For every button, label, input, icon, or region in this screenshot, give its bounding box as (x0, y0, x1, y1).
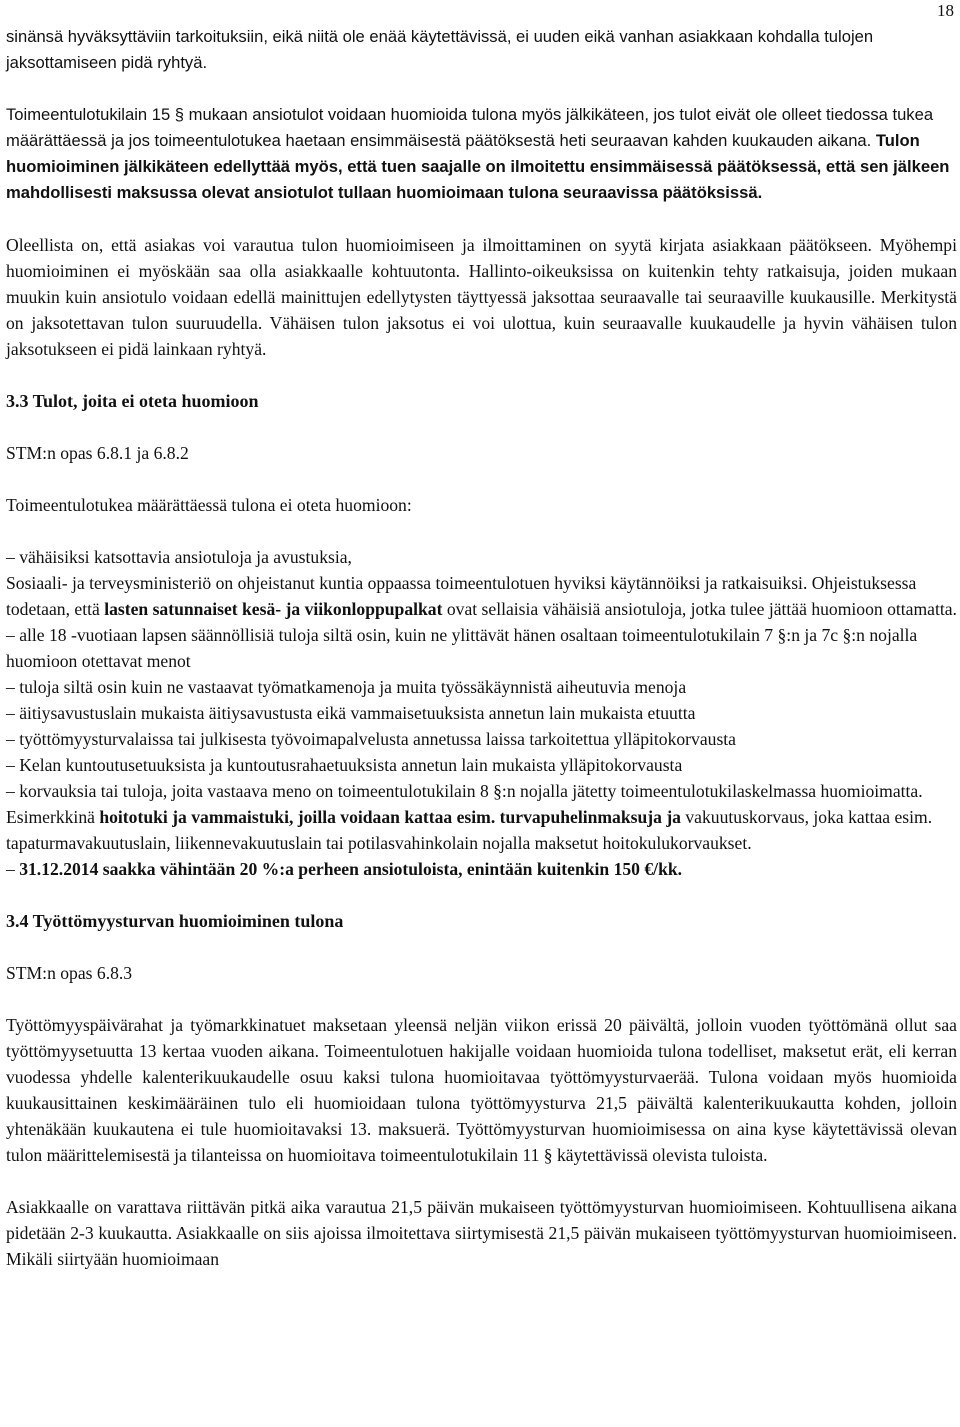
bold-text: 31.12.2014 saakka vähintään 20 %:a perheen ansiotuloista, enintään kuitenkin 150 €/kk. (19, 859, 683, 879)
list-item: – työttömyysturvalaissa tai julkisesta työvoimapalvelusta annetussa laissa tarkoitettua ylläpitokorvausta (6, 729, 736, 749)
list-item: – 31.12.2014 saakka vähintään 20 %:a perheen ansiotuloista, enintään kuitenkin 150 €/kk. (6, 859, 683, 879)
paragraph-bold-text: Tulon huomioiminen jälkikäteen edellyttää myös, että tuen saajalle on ilmoitettu ensimmäisessä päätöksessä, että sen jälkeen mahdollisesti maksussa olevat ansiotulot tullaan huomioimaan tulona seuraavissa päätöksissä. (6, 131, 950, 202)
bold-text: hoitotuki ja vammaistuki, joilla voidaan kattaa esim. turvapuhelinmaksuja ja (99, 807, 681, 827)
list-item: – tuloja siltä osin kuin ne vastaavat työmatkamenoja ja muita työssäkäynnistä aiheutuvia menoja (6, 677, 687, 697)
list-intro: Toimeentulotukea määrättäessä tulona ei oteta huomioon: (6, 495, 412, 515)
bold-text: lasten satunnaiset kesä- ja viikonloppupalkat (104, 599, 443, 619)
paragraph-transition-time: Asiakkaalle on varattava riittävän pitkä aika varautua 21,5 päivän mukaiseen työttömyysturvan huomioimiseen. Kohtuullisena aikana pidetään 2-3 kuukautta. Asiakkaalle on siis ajoissa ilmoitettava siirtymisestä 21,5 päivän mukaiseen työttömyysturvan huomioimiseen. Mikäli siirtyään huomioimaan (6, 1197, 957, 1269)
section-reference: STM:n opas 6.8.1 ja 6.8.2 (6, 443, 189, 463)
section-heading-3-3: 3.3 Tulot, joita ei oteta huomioon (6, 391, 259, 411)
list-item: – korvauksia tai tuloja, joita vastaava meno on toimeentulotukilain 8 §:n nojalla jätetty toimeentulotukilaskelmassa huomioimatta. Esimerkkinä hoitotuki ja vammaistuki, joilla voidaan kattaa esim. turvapuhelinmaksuja ja vakuutuskorvaus, joka kattaa esim. tapaturmavakuutuslain, liikennevakuutuslain tai potilasvahinkolain nojalla maksetut hoitokulukorvaukset. (6, 781, 933, 853)
paragraph-unemployment-benefit: Työttömyyspäivärahat ja työmarkkinatuet maksetaan yleensä neljän viikon erissä 20 päivältä, jolloin vuoden työttömänä ollut saa työttömyysetuutta 13 kertaa vuoden aikana. Toimeentulotuen hakijalle voidaan huomioida tulona todelliset, maksetut erät, eli kerran vuodessa yhdelle kalenterikuukaudelle osuu kaksi tulona huomioitavaa työttömyysturvaerää. Tulona voidaan myös huomioida kuukausittainen keskimääräinen tulo eli huomioidaan tulona työttömyysturva 21,5 päivältä kalenterikuukautta kohden, jolloin yhtenäkään kuukautena ei tule huomioitavaksi 13. maksuerä. Työttömyysturvan huomioimisessa on aina kyse käytettävissä olevan tulon määrittelemisestä ja tilanteissa on huomioitava toimeentulotukilain 11 § käytettävissä olevista tuloista. (6, 1015, 957, 1165)
list-item: – vähäisiksi katsottavia ansiotuloja ja avustuksia, (6, 547, 352, 567)
paragraph-text: Toimeentulotukilain 15 § mukaan ansiotulot voidaan huomioida tulona myös jälkikäteen, jos tulot eivät ole olleet tiedossa tukea määrättäessä ja jos toimeentulotukea haetaan ensimmäisestä päätöksestä heti seuraavan kahden kuukauden aikana. (6, 105, 934, 150)
paragraph-continuation: sinänsä hyväksyttäviin tarkoituksiin, eikä niitä ole enää käytettävissä, ei uuden eikä vanhan asiakkaan kohdalla tulojen jaksottamiseen pidä ryhtyä. (6, 27, 874, 72)
list-item: – Kelan kuntoutusetuuksista ja kuntoutusrahaetuuksista annetun lain mukaista ylläpitokorvausta (6, 755, 683, 775)
paragraph-notice: Oleellista on, että asiakas voi varautua tulon huomioimiseen ja ilmoittaminen on syytä kirjata asiakkaan päätökseen. Myöhempi huomioiminen ei myöskään saa olla asiakkaalle kohtuutonta. Hallinto-oikeuksissa on kuitenkin tehty ratkaisuja, joiden mukaan muukin kuin ansiotulo voidaan edellä mainittujen edellytysten täyttyessä jaksottaa seuraavalle tai seuraaville kuukausille. Merkitystä on jaksotettavan tulon suuruudella. Vähäisen tulon jaksotus ei voi ulottua, kuin seuraavalle kuukaudelle ja hyvin vähäisen tulon jaksotukseen ei pidä lainkaan ryhtyä. (6, 235, 957, 359)
section-heading-3-4: 3.4 Työttömyysturvan huomioiminen tulona (6, 911, 344, 931)
page-number: 18 (937, 1, 954, 20)
document-body (6, 24, 957, 1272)
list-item: – alle 18 -vuotiaan lapsen säännöllisiä tuloja siltä osin, kuin ne ylittävät hänen osaltaan toimeentulotukilain 7 §:n ja 7c §:n nojalla huomioon otettavat menot (6, 625, 918, 671)
section-reference: STM:n opas 6.8.3 (6, 963, 133, 983)
list-item-explanation: Sosiaali- ja terveysministeriö on ohjeistanut kuntia oppaassa toimeentulotuen hyviksi käytännöiksi ja ratkaisuiksi. Ohjeistuksessa todetaan, että lasten satunnaiset kesä- ja viikonloppupalkat ovat sellaisia vähäisiä ansiotuloja, jotka tulee jättää huomioon ottamatta. (6, 573, 957, 619)
list-item: – äitiysavustuslain mukaista äitiysavustusta eikä vammaisetuuksista annetun lain mukaista etuutta (6, 703, 696, 723)
paragraph-retroactive-income (6, 102, 957, 206)
